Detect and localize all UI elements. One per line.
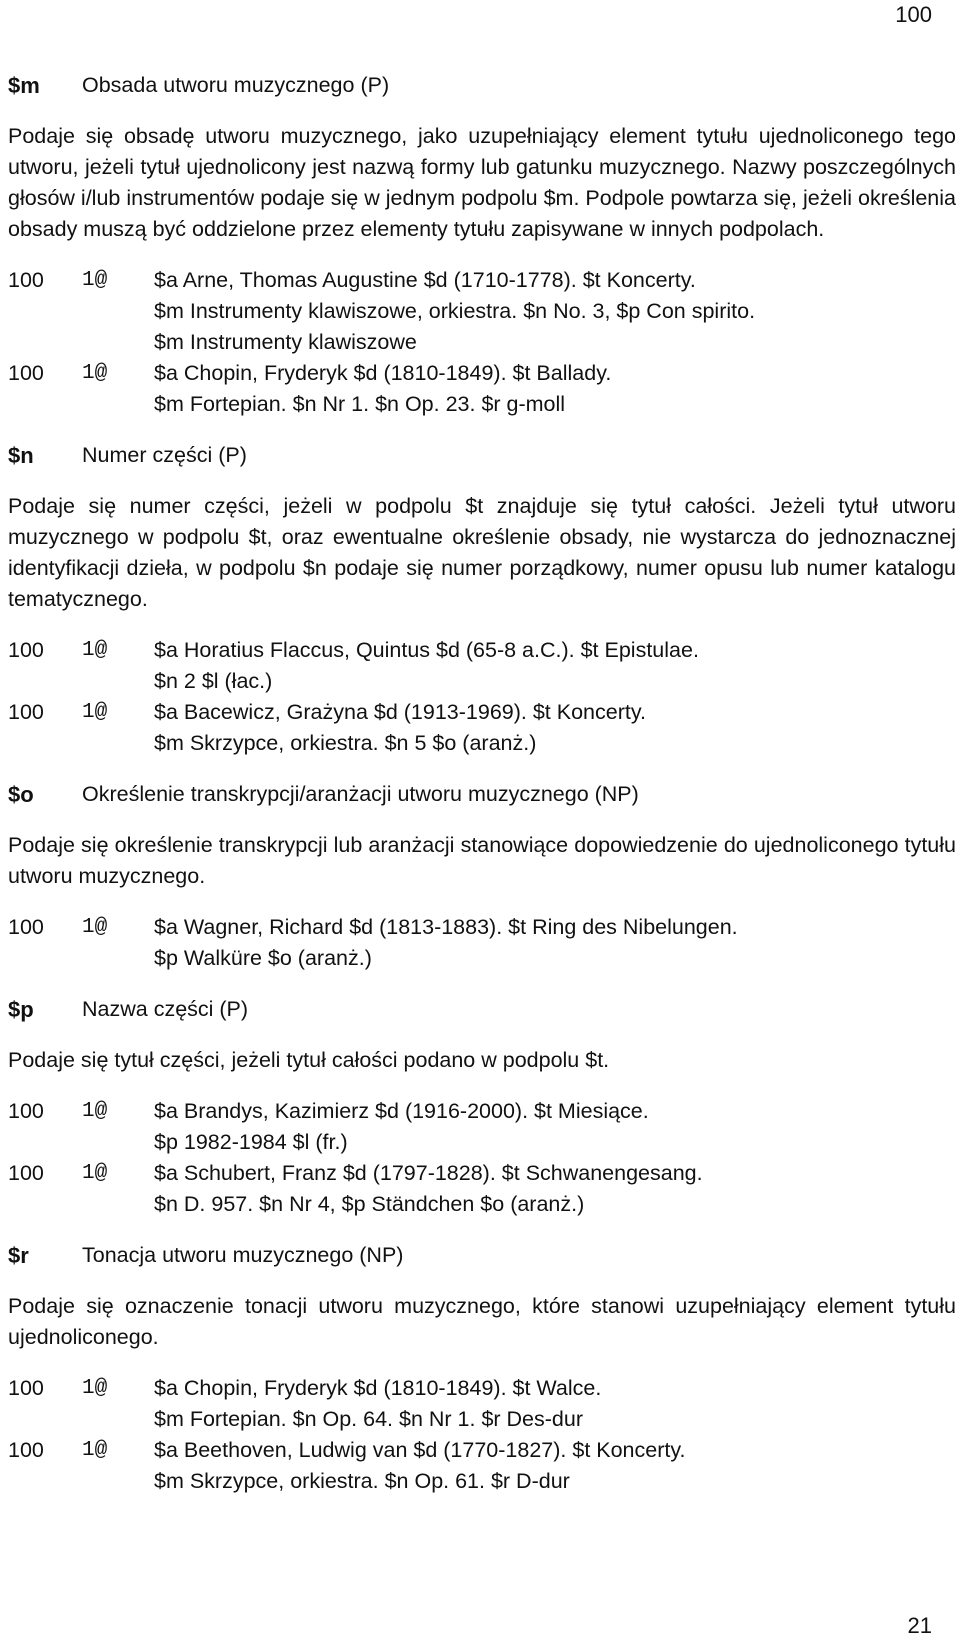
field-content: [154, 697, 956, 759]
subfield-title: Tonacja utworu muzycznego (NP): [82, 1243, 404, 1267]
example-record: [8, 265, 956, 358]
field-content-line: $a Chopin, Fryderyk $d (1810-1849). $t Walce.: [154, 1376, 602, 1400]
field-content-line: $m Fortepian. $n Nr 1. $n Op. 23. $r g-moll: [154, 392, 566, 416]
field-tag: 100: [8, 268, 44, 292]
subfield-code: $o: [8, 782, 34, 807]
field-indicators: 1@: [82, 1100, 108, 1123]
subfield-title: Numer części (P): [82, 443, 247, 467]
field-tag: 100: [8, 700, 44, 724]
field-content: [154, 1373, 956, 1435]
subfield-heading: [8, 440, 956, 471]
field-content-line: $m Skrzypce, orkiestra. $n 5 $o (aranż.): [154, 731, 537, 755]
subfield-section: [8, 1240, 956, 1497]
field-content-line: $a Horatius Flaccus, Quintus $d (65-8 a.C.). $t Epistulae.: [154, 638, 699, 662]
example-record: [8, 358, 956, 420]
example-list: [8, 1373, 956, 1497]
field-content: [154, 265, 956, 358]
field-content-line: $a Bacewicz, Grażyna $d (1913-1969). $t Koncerty.: [154, 700, 646, 724]
field-indicators: 1@: [82, 1162, 108, 1185]
field-indicators: 1@: [82, 1439, 108, 1462]
field-content-line: $m Skrzypce, orkiestra. $n Op. 61. $r D-dur: [154, 1469, 570, 1493]
subfield-title: Nazwa części (P): [82, 997, 249, 1021]
example-record: [8, 635, 956, 697]
example-list: [8, 635, 956, 759]
field-content-line: $m Fortepian. $n Op. 64. $n Nr 1. $r Des-dur: [154, 1407, 584, 1431]
field-content: [154, 358, 956, 420]
subfield-description: Podaje się oznaczenie tonacji utworu muzycznego, które stanowi uzupełniający element tytułu ujednoliconego.: [8, 1294, 956, 1349]
field-content: [154, 1435, 956, 1497]
document-content: [8, 70, 956, 1517]
field-indicators: 1@: [82, 362, 108, 385]
subfield-code: $r: [8, 1243, 29, 1268]
subfield-heading: [8, 70, 956, 101]
subfield-title: Określenie transkrypcji/aranżacji utworu muzycznego (NP): [82, 782, 639, 806]
field-content-line: $m Instrumenty klawiszowe, orkiestra. $n No. 3, $p Con spirito.: [154, 299, 756, 323]
running-head-number: 100: [895, 2, 932, 27]
example-record: [8, 1096, 956, 1158]
field-content: [154, 1096, 956, 1158]
field-content: [154, 912, 956, 974]
field-content-line: $a Chopin, Fryderyk $d (1810-1849). $t Ballady.: [154, 361, 612, 385]
subfield-description: Podaje się obsadę utworu muzycznego, jako uzupełniający element tytułu ujednoliconego tego utworu, jeżeli tytuł ujednolicony jest nazwą formy lub gatunku muzycznego. Nazwy poszczególnych głosów i/lub instrumentów podaje się w jednym podpolu $m. Podpole powtarza się, jeżeli określenia obsady muszą być oddzielone przez elementy tytułu zapisywane w innych podpolach.: [8, 124, 956, 241]
field-content-line: $m Instrumenty klawiszowe: [154, 330, 417, 354]
subfield-heading: [8, 1240, 956, 1271]
example-list: [8, 1096, 956, 1220]
subfield-code: $m: [8, 73, 40, 98]
field-indicators: 1@: [82, 701, 108, 724]
field-tag: 100: [8, 1099, 44, 1123]
subfield-description: Podaje się numer części, jeżeli w podpolu $t znajduje się tytuł całości. Jeżeli tytuł utworu muzycznego w podpolu $t, oraz ewentualne określenie obsady, nie wystarcza do jednoznacznej identyfikacji dzieła, w podpolu $n podaje się numer porządkowy, numer opusu lub numer katalogu tematycznego.: [8, 494, 956, 611]
field-content-line: $p Walküre $o (aranż.): [154, 946, 372, 970]
field-indicators: 1@: [82, 639, 108, 662]
field-content-line: $a Arne, Thomas Augustine $d (1710-1778). $t Koncerty.: [154, 268, 696, 292]
field-content: [154, 1158, 956, 1220]
example-record: [8, 1158, 956, 1220]
field-indicators: 1@: [82, 269, 108, 292]
example-record: [8, 1435, 956, 1497]
subfield-code: $n: [8, 443, 34, 468]
field-content: [154, 635, 956, 697]
field-content-line: $a Wagner, Richard $d (1813-1883). $t Ring des Nibelungen.: [154, 915, 738, 939]
subfield-section: [8, 994, 956, 1220]
subfield-code: $p: [8, 997, 34, 1022]
field-content-line: $p 1982-1984 $l (fr.): [154, 1130, 348, 1154]
field-content-line: $a Schubert, Franz $d (1797-1828). $t Schwanengesang.: [154, 1161, 703, 1185]
field-tag: 100: [8, 1376, 44, 1400]
example-record: [8, 1373, 956, 1435]
subfield-section: [8, 70, 956, 420]
subfield-heading: [8, 779, 956, 810]
example-record: [8, 912, 956, 974]
example-record: [8, 697, 956, 759]
subfield-heading: [8, 994, 956, 1025]
example-list: [8, 265, 956, 420]
field-content-line: $a Beethoven, Ludwig van $d (1770-1827). $t Koncerty.: [154, 1438, 686, 1462]
page-number: 21: [907, 1613, 932, 1638]
field-tag: 100: [8, 1438, 44, 1462]
field-indicators: 1@: [82, 1377, 108, 1400]
field-tag: 100: [8, 915, 44, 939]
subfield-description: Podaje się określenie transkrypcji lub aranżacji stanowiące dopowiedzenie do ujednoliconego tytułu utworu muzycznego.: [8, 833, 956, 888]
subfield-description: Podaje się tytuł części, jeżeli tytuł całości podano w podpolu $t.: [8, 1048, 610, 1072]
subfield-section: [8, 779, 956, 974]
subfield-title: Obsada utworu muzycznego (P): [82, 73, 390, 97]
subfield-section: [8, 440, 956, 759]
field-content-line: $a Brandys, Kazimierz $d (1916-2000). $t Miesiące.: [154, 1099, 649, 1123]
field-content-line: $n 2 $l (łac.): [154, 669, 273, 693]
field-indicators: 1@: [82, 916, 108, 939]
field-tag: 100: [8, 638, 44, 662]
field-tag: 100: [8, 1161, 44, 1185]
example-list: [8, 912, 956, 974]
field-tag: 100: [8, 361, 44, 385]
field-content-line: $n D. 957. $n Nr 4, $p Ständchen $o (aranż.): [154, 1192, 585, 1216]
